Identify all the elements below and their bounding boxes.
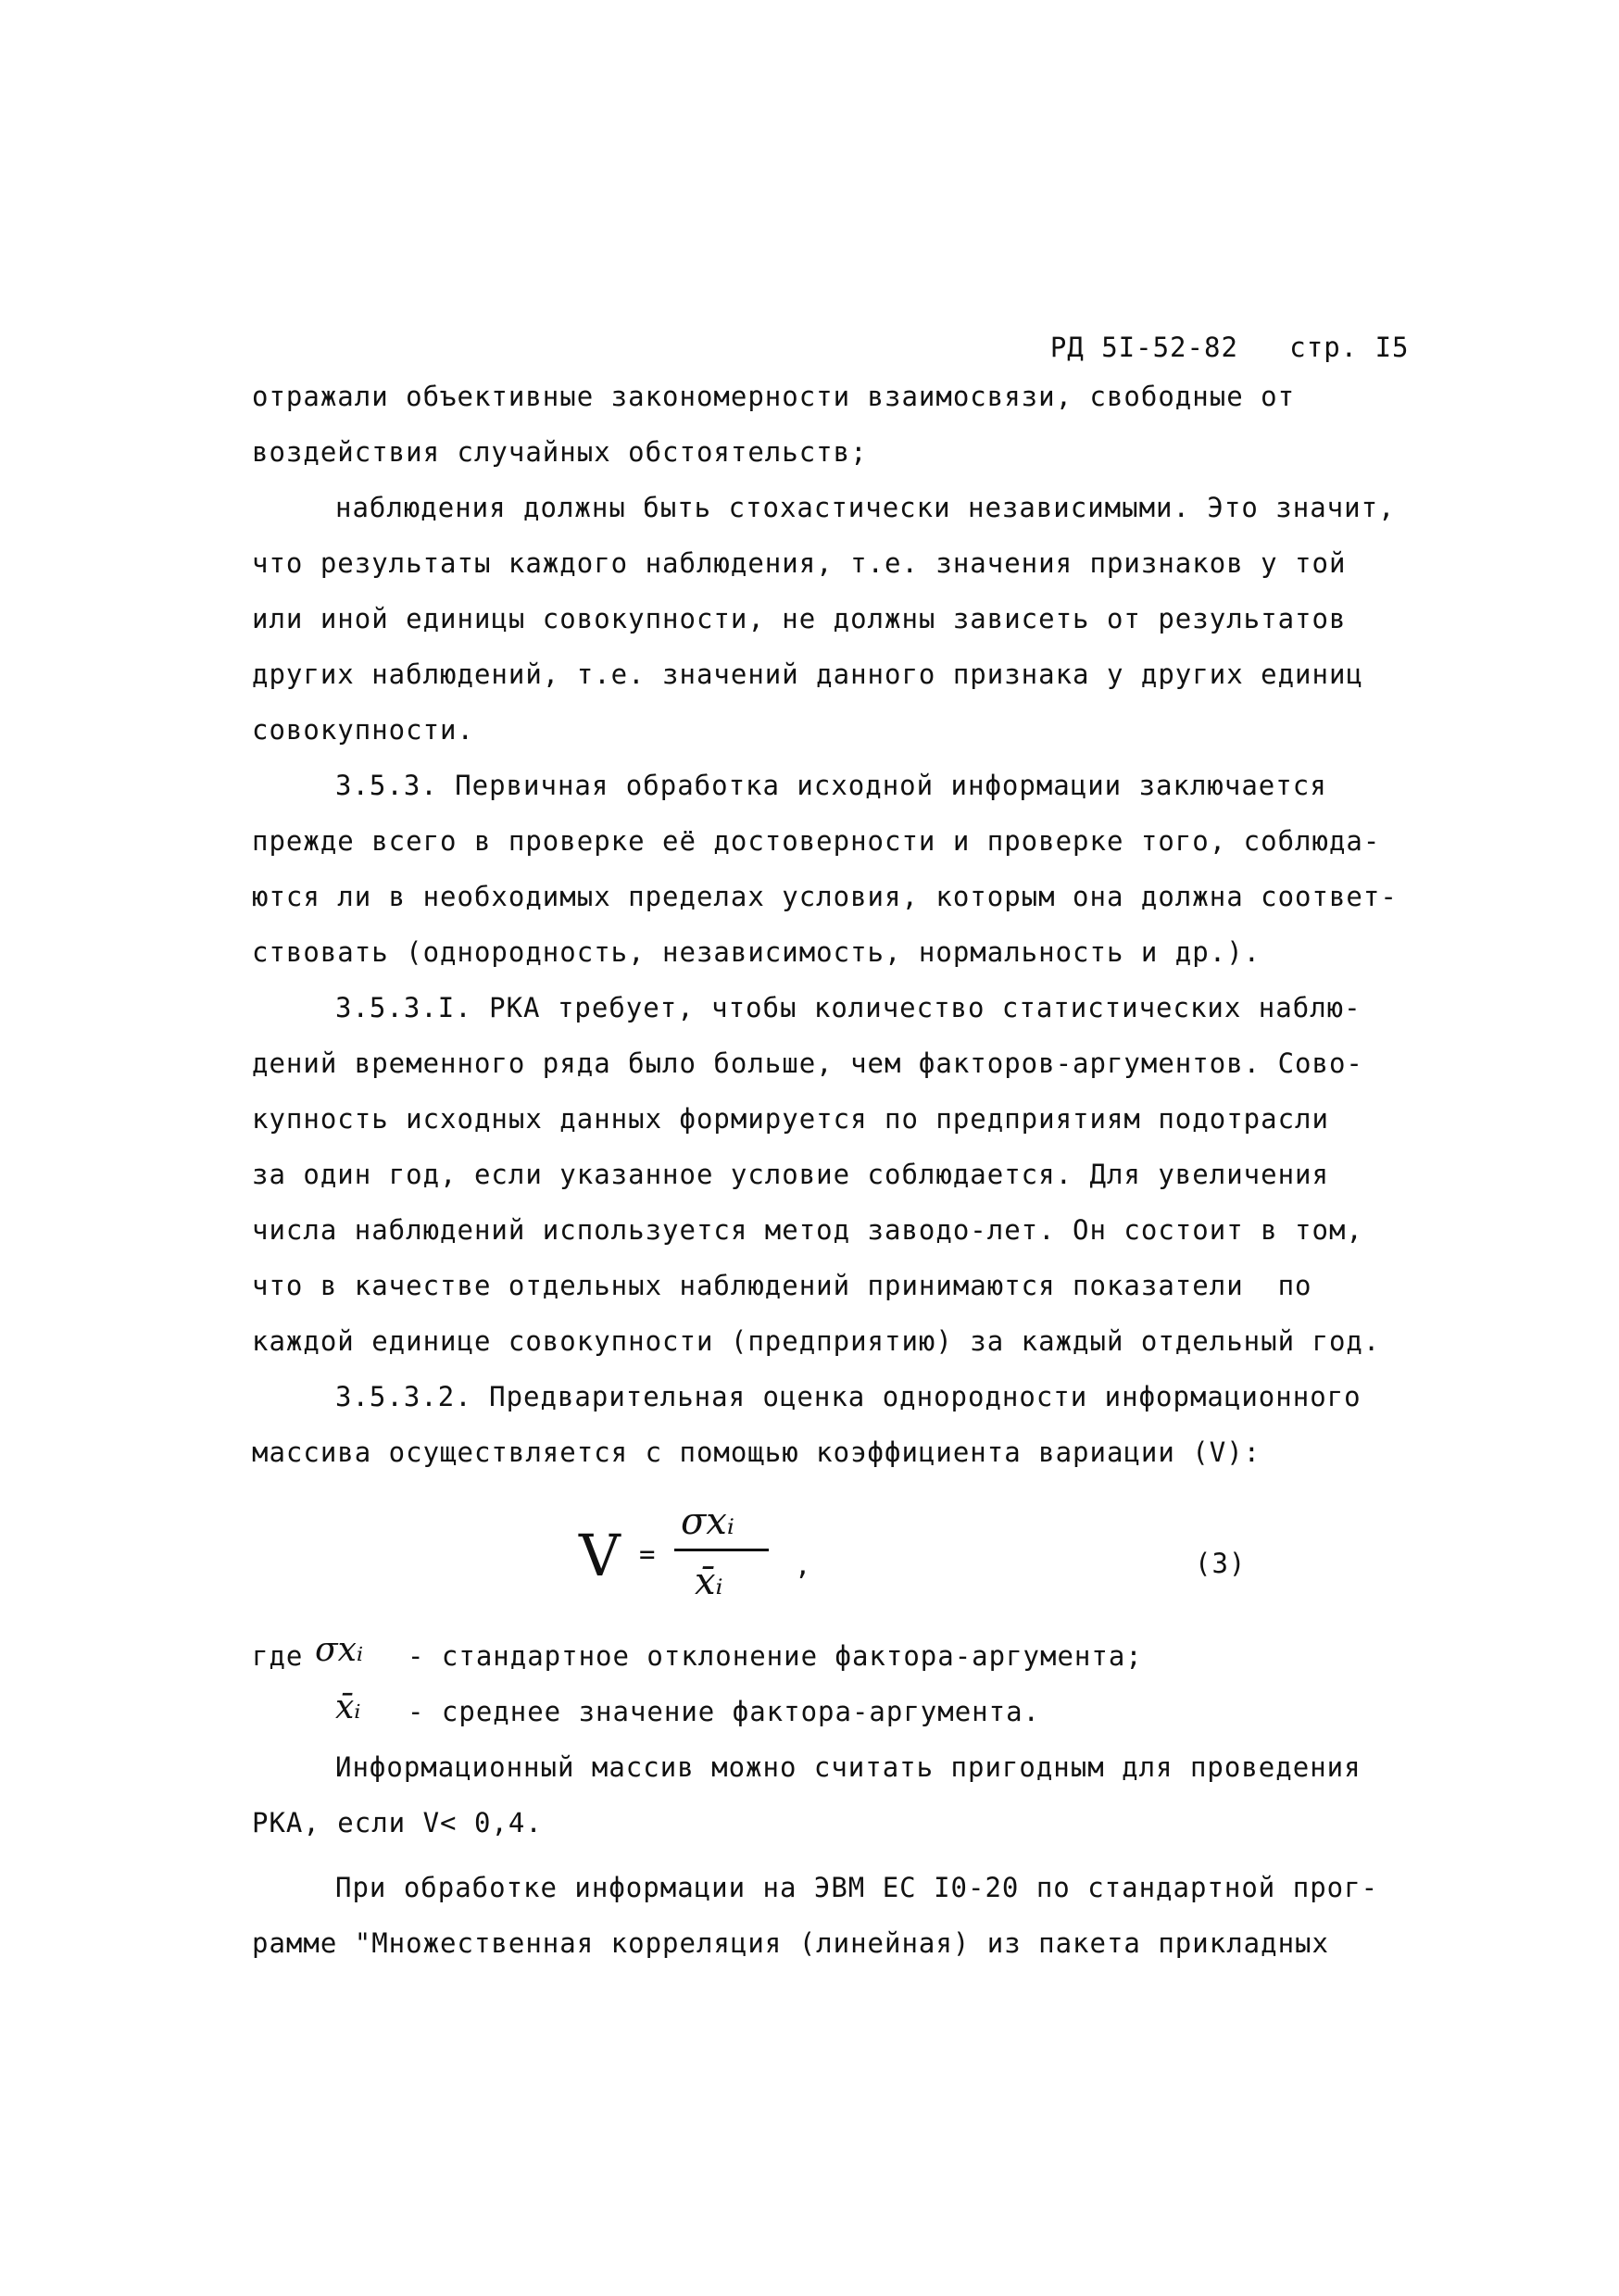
equation-number: (3) xyxy=(1195,1548,1247,1579)
formula-comma: , xyxy=(795,1549,812,1581)
document-code: РД 5I-52-82 xyxy=(1049,332,1238,363)
text-line: - среднее значение фактора-аргумента. xyxy=(408,1696,1041,1727)
text-line: - стандартное отклонение фактора-аргумента; xyxy=(408,1640,1143,1672)
text-line: других наблюдений, т.е. значений данного признака у других единиц xyxy=(252,659,1363,690)
text-line: каждой единице совокупности (предприятию) за каждый отдельный год. xyxy=(252,1325,1381,1357)
text-line: рамме "Множественная корреляция (линейная) из пакета прикладных xyxy=(252,1927,1329,1959)
text-line: числа наблюдений используется метод заводо-лет. Он состоит в том, xyxy=(252,1214,1363,1246)
section-3-5-3-1-heading: 3.5.3.I. РКА требует, чтобы количество статистических наблю- xyxy=(335,992,1362,1023)
text-line: ются ли в необходимых пределах условия, которым она должна соответ- xyxy=(252,881,1398,912)
text-line: Информационный массив можно считать пригодным для проведения xyxy=(335,1751,1362,1783)
sigma-symbol: σxᵢ xyxy=(315,1631,364,1669)
section-3-5-3-2-heading: 3.5.3.2. Предварительная оценка однородности информационного xyxy=(335,1381,1362,1412)
text-line: что в качестве отдельных наблюдений принимаются показатели по xyxy=(252,1270,1312,1301)
text-line: массива осуществляется с помощью коэффициента вариации (V): xyxy=(252,1437,1261,1468)
text-line: воздействия случайных обстоятельств; xyxy=(252,436,868,468)
fraction-bar xyxy=(674,1549,769,1551)
text-line: за один год, если указанное условие соблюдается. Для увеличения xyxy=(252,1159,1329,1190)
formula-numerator: σxᵢ xyxy=(681,1500,734,1543)
section-3-5-3-heading: 3.5.3. Первичная обработка исходной информации заключается xyxy=(335,770,1327,801)
mean-symbol: x̄ᵢ xyxy=(335,1688,361,1726)
text-line: купность исходных данных формируется по предприятиям подотрасли xyxy=(252,1103,1329,1135)
text-line: ствовать (однородность, независимость, нормальность и др.). xyxy=(252,936,1261,968)
text-line: совокупности. xyxy=(252,714,474,746)
text-line: что результаты каждого наблюдения, т.е. значения признаков у той xyxy=(252,547,1347,579)
formula-lhs: V xyxy=(579,1522,621,1589)
text-line: наблюдения должны быть стохастически независимыми. Это значит, xyxy=(335,492,1396,523)
where-label: где xyxy=(252,1640,304,1672)
page-number: стр. I5 xyxy=(1289,332,1410,363)
formula-equals: = xyxy=(639,1538,657,1570)
text-line: или иной единицы совокупности, не должны зависеть от результатов xyxy=(252,603,1347,634)
text-line: дений временного ряда было больше, чем факторов-аргументов. Сово- xyxy=(252,1048,1363,1079)
text-line: отражали объективные закономерности взаимосвязи, свободные от xyxy=(252,381,1296,412)
formula-denominator: x̄ᵢ xyxy=(695,1561,723,1603)
text-line: РКА, если V< 0,4. xyxy=(252,1807,543,1838)
text-line: прежде всего в проверке её достоверности и проверке того, соблюда- xyxy=(252,825,1381,857)
text-line: При обработке информации на ЭВМ ЕС I0-20 по стандартной прог- xyxy=(335,1872,1379,1903)
